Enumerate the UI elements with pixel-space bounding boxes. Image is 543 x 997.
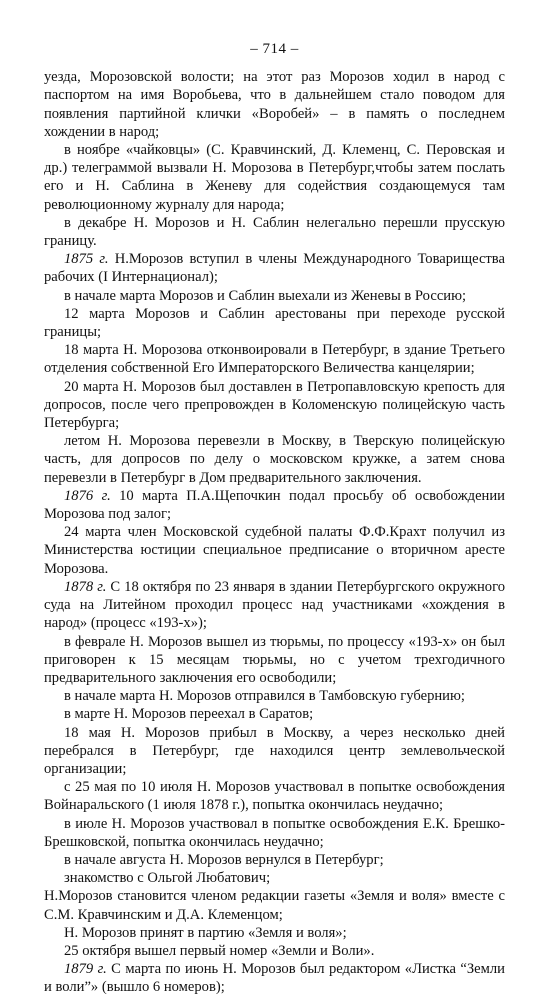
paragraph	[44, 487, 505, 523]
year-label: 1876 г.	[64, 487, 111, 504]
paragraph	[44, 869, 505, 887]
paragraph	[44, 287, 505, 305]
paragraph	[44, 68, 505, 141]
paragraph-text: летом Н. Морозова перевезли в Москву, в Тверскую полицейскую часть, для допросов по делу о московском кружке, а затем снова перевезли в Петербург в Дом предварительного заключения.	[44, 433, 505, 486]
paragraph	[44, 250, 505, 286]
paragraph	[44, 141, 505, 214]
paragraph	[44, 851, 505, 869]
paragraph-text: в начале марта Н. Морозов отправился в Тамбовскую губернию;	[64, 688, 465, 705]
paragraph-text: С 18 октября по 23 января в здании Петербургского окружного суда на Литейном проходил процесс над участниками «хождения в народ» (процесс «193-х»);	[44, 578, 505, 632]
paragraph-text: в начале августа Н. Морозов вернулся в Петербург;	[64, 851, 384, 868]
paragraph-text: 20 марта Н. Морозов был доставлен в Петропавловскую крепость для допросов, после чего препровожден в Коломенскую полицейскую часть Петербурга;	[44, 378, 505, 432]
paragraph-text: 10 марта П.А.Щепочкин подал просьбу об освобождении Морозова под залог;	[44, 487, 505, 523]
paragraph	[44, 815, 505, 851]
paragraph	[44, 924, 505, 942]
chronology-text	[44, 68, 505, 996]
paragraph-text: С марта по июнь Н. Морозов был редактором «Листка “Земли и воли”» (вышло 6 номеров);	[44, 961, 505, 996]
paragraph	[44, 687, 505, 705]
paragraph	[44, 724, 505, 779]
paragraph	[44, 960, 505, 996]
paragraph	[44, 305, 505, 341]
paragraph	[44, 578, 505, 633]
paragraph	[44, 523, 505, 578]
paragraph	[44, 432, 505, 487]
paragraph-text: знакомство с Ольгой Любатович;	[64, 870, 271, 887]
paragraph	[44, 378, 505, 433]
paragraph-text: с 25 мая по 10 июля Н. Морозов участвовал в попытке освобождения Войнаральского (1 июля 1878 г.), попытка окончилась неудачно;	[44, 779, 505, 814]
paragraph-text: уезда, Морозовской волости; на этот раз Морозов ходил в народ с паспортом на имя Воробьева, что в дальнейшем стало поводом для появления партийной клички «Воробей» – в память о последнем хождении в народ;	[44, 69, 505, 140]
paragraph	[44, 778, 505, 814]
year-label: 1878 г.	[64, 578, 107, 595]
paragraph-text: 24 марта член Московской судебной палаты Ф.Ф.Крахт получил из Министерства юстиции специальное предписание о вторичном аресте Морозова.	[44, 524, 505, 577]
year-label: 1879 г.	[64, 961, 107, 978]
paragraph-text: 18 мая Н. Морозов прибыл в Москву, а через несколько дней перебрался в Петербург, где находился центр землевольческой организации;	[44, 724, 505, 777]
paragraph-text: в марте Н. Морозов переехал в Саратов;	[64, 706, 314, 723]
paragraph-text: 12 марта Морозов и Саблин арестованы при переходе русской границы;	[44, 305, 505, 341]
paragraph-text: Н.Морозов становится членом редакции газеты «Земля и воля» вместе с С.М. Кравчинским и Д.А. Клеменцом;	[44, 888, 505, 923]
paragraph-text: в декабре Н. Морозов и Н. Саблин нелегально перешли прусскую границу.	[44, 214, 505, 250]
paragraph	[44, 705, 505, 723]
paragraph-text: Н. Морозов принят в партию «Земля и воля»;	[64, 924, 347, 941]
paragraph-text: в ноябре «чайковцы» (С. Кравчинский, Д. Клеменц, С. Перовская и др.) телеграммой вызвали Н. Морозова в Петербург,чтобы затем послать его и Н. Саблина в Женеву для содействия создающемуся там революционному журналу для народа;	[44, 142, 505, 213]
paragraph-text: 25 октября вышел первый номер «Земли и Воли».	[64, 942, 375, 959]
year-label: 1875 г.	[64, 251, 109, 268]
page-number: – 714 –	[250, 41, 299, 57]
paragraph	[44, 214, 505, 250]
paragraph	[44, 341, 505, 377]
paragraph	[44, 942, 505, 960]
paragraph-text: в начале марта Морозов и Саблин выехали из Женевы в Россию;	[64, 287, 467, 304]
paragraph	[44, 887, 505, 923]
paragraph	[44, 633, 505, 688]
paragraph-text: в июле Н. Морозов участвовал в попытке освобождения Е.К. Брешко-Брешковской, попытка окончилась неудачно;	[44, 815, 505, 850]
paragraph-text: Н.Морозов вступил в члены Международного Товарищества рабочих (I Интернационал);	[44, 251, 505, 286]
paragraph-text: в феврале Н. Морозов вышел из тюрьмы, по процессу «193-х» он был приговорен к 15 месяцам тюрьмы, но с учетом трехгодичного предварительного заключения его освободили;	[44, 633, 505, 686]
paragraph-text: 18 марта Н. Морозова отконвоировали в Петербург, в здание Третьего отделения собственной Его Императорского Величества канцелярии;	[44, 342, 505, 377]
